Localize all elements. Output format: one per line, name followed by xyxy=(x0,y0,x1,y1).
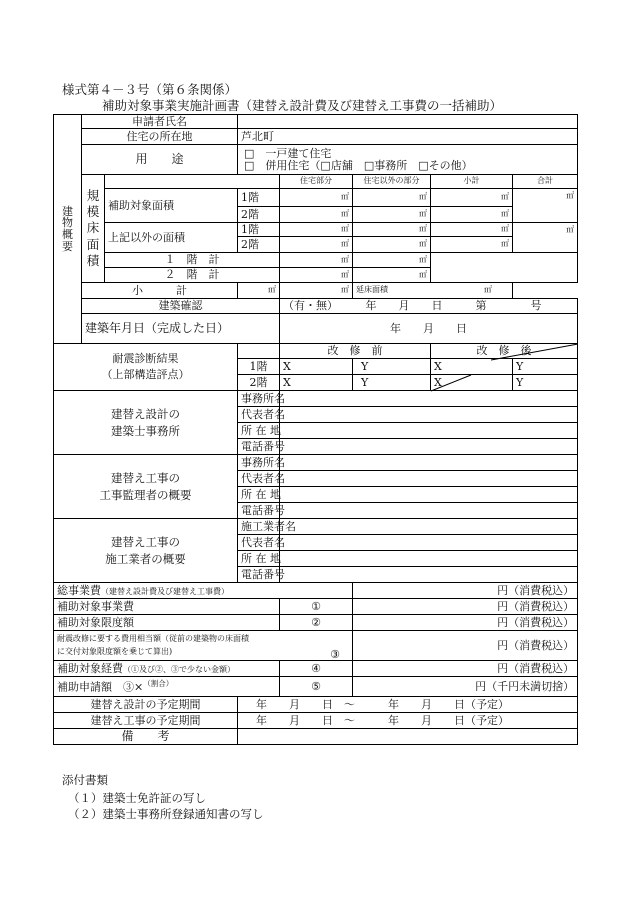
remarks-field[interactable] xyxy=(238,729,578,745)
work-period-label: 建替え工事の予定期間 xyxy=(54,713,238,729)
after-renovation-label: 改 修 後 xyxy=(431,344,578,359)
diagonal-strike-cell xyxy=(431,375,511,391)
designer-office-label: 建替え設計の 建築士事務所 xyxy=(54,391,238,455)
designer-tel-field[interactable] xyxy=(280,439,578,455)
supervisor-office-name-label: 事務所名 xyxy=(238,455,280,471)
contractor-tel-label: 電話番号 xyxy=(238,567,280,583)
diagonal-strike-after xyxy=(431,344,578,360)
other-nonres-1f[interactable]: ㎡ xyxy=(353,223,431,237)
attachment-item-2: （２）建築士事務所登録通知書の写し xyxy=(68,807,264,821)
area-res-2f[interactable]: ㎡ xyxy=(280,207,353,223)
document-title: 補助対象事業実施計画書（建替え設計費及び建替え工事費の一括補助） xyxy=(102,98,503,113)
after-y-2f[interactable]: Y xyxy=(513,375,578,391)
apply-amount-field[interactable]: 円（千円未満切捨） xyxy=(353,677,578,697)
before-y-1f[interactable]: Y xyxy=(353,359,431,375)
subtotal-res[interactable]: ㎡ xyxy=(238,283,280,299)
supervisor-office-name-field[interactable] xyxy=(280,455,578,471)
designer-rep-label: 代表者名 xyxy=(238,407,280,423)
designer-rep-field[interactable] xyxy=(280,407,578,423)
contractor-name-field[interactable] xyxy=(280,519,578,535)
col-total: 合計 xyxy=(513,175,578,189)
designer-address-field[interactable] xyxy=(280,423,578,439)
area-total-subsidy[interactable]: ㎡ xyxy=(513,189,578,223)
other-res-2f[interactable]: ㎡ xyxy=(280,237,353,253)
address-label: 住宅の所在地 xyxy=(82,129,238,145)
supervisor-label: 建替え工事の 工事監理者の概要 xyxy=(54,455,238,519)
remarks-label: 備 考 xyxy=(54,729,238,745)
floor-1-total-label: １ 階 計 xyxy=(105,253,280,268)
other-sub-2f[interactable]: ㎡ xyxy=(431,237,513,253)
before-x-2f[interactable]: X xyxy=(280,375,353,391)
supervisor-tel-label: 電話番号 xyxy=(238,503,280,519)
use-detached-house-checkbox[interactable]: □ 一戸建て住宅 xyxy=(244,146,332,160)
area-nonres-1f[interactable]: ㎡ xyxy=(353,189,431,207)
other-sub-1f[interactable]: ㎡ xyxy=(431,223,513,237)
marker-5: ⑤ xyxy=(280,677,353,697)
floor-1-label: 1階 xyxy=(238,223,280,237)
supervisor-address-field[interactable] xyxy=(280,487,578,503)
contractor-label: 建替え工事の 施工業者の概要 xyxy=(54,519,238,583)
supervisor-rep-field[interactable] xyxy=(280,471,578,487)
subsidy-area-label: 補助対象面積 xyxy=(105,189,238,223)
designer-address-label: 所 在 地 xyxy=(238,423,280,439)
work-period-field[interactable]: 年 月 日 ～ 年 月 日（予定） xyxy=(238,713,578,729)
seismic-result-label: 耐震診断結果 （上部構造評点） xyxy=(54,344,238,391)
address-field[interactable]: 芦北町 xyxy=(238,129,578,145)
area-res-1f[interactable]: ㎡ xyxy=(280,189,353,207)
other-nonres-2f[interactable]: ㎡ xyxy=(353,237,431,253)
floor-2-label: 2階 xyxy=(238,207,280,223)
contractor-name-label: 施工業者名 xyxy=(238,519,280,535)
subsidy-limit-label: 補助対象限度額 xyxy=(54,615,280,631)
after-x-2f[interactable]: X xyxy=(431,375,513,391)
subsidy-cost-label: 補助対象事業費 xyxy=(54,599,280,615)
contractor-tel-field[interactable] xyxy=(280,567,578,583)
supervisor-rep-label: 代表者名 xyxy=(238,471,280,487)
designer-office-name-label: 事務所名 xyxy=(238,391,280,407)
applicant-name-label: 申請者氏名 xyxy=(82,115,238,129)
building-confirmation-label: 建築確認 xyxy=(82,299,280,314)
seismic-cost-field[interactable]: 円（消費税込） xyxy=(353,631,578,661)
other-res-1f[interactable]: ㎡ xyxy=(280,223,353,237)
subsidy-expense-label: 補助対象経費（①及び②、③で少ない金額） xyxy=(54,661,280,677)
subsidy-limit-field[interactable]: 円（消費税込） xyxy=(353,615,578,631)
subtotal-nonres[interactable]: ㎡ xyxy=(280,283,353,299)
after-x-1f[interactable]: X xyxy=(431,359,513,375)
form-number: 様式第４－３号（第６条関係） xyxy=(62,82,238,97)
total-floor-area-field[interactable] xyxy=(353,283,513,299)
seismic-cost-label: 耐震改修に要する費用相当額（従前の建築物の床面積 に交付対象限度額を乗じて算出) ③ xyxy=(54,631,353,661)
f1-total-res[interactable]: ㎡ xyxy=(280,253,353,268)
contractor-address-label: 所 在 地 xyxy=(238,551,280,567)
total-floor-area-unit: ㎡ xyxy=(484,285,493,295)
contractor-rep-label: 代表者名 xyxy=(238,535,280,551)
subsidy-expense-field[interactable]: 円（消費税込） xyxy=(353,661,578,677)
subsidy-cost-field[interactable]: 円（消費税込） xyxy=(353,599,578,615)
seismic-floor-2-label: 2階 xyxy=(238,375,280,391)
built-date-field[interactable]: 年 月 日 xyxy=(280,314,578,344)
total-cost-label: 総事業費（建替え設計費及び建替え工事費） xyxy=(54,583,353,599)
designer-office-name-field[interactable] xyxy=(280,391,578,407)
supervisor-address-label: 所 在 地 xyxy=(238,487,280,503)
marker-2: ② xyxy=(280,615,353,631)
subtotal-label: 小 計 xyxy=(82,283,238,299)
before-renovation-label: 改 修 前 xyxy=(280,344,431,359)
building-overview-label: 建物概要 xyxy=(54,115,82,344)
apply-amount-label: 補助申請額 ③×$^{(割合)}$ xyxy=(54,677,280,697)
design-period-field[interactable]: 年 月 日 ～ 年 月 日（予定） xyxy=(238,697,578,713)
marker-4: ④ xyxy=(280,661,353,677)
f2-total-nonres[interactable]: ㎡ xyxy=(353,268,431,283)
designer-tel-label: 電話番号 xyxy=(238,439,280,455)
plan-form-table xyxy=(53,114,578,745)
before-y-2f[interactable]: Y xyxy=(353,375,431,391)
after-y-1f[interactable]: Y xyxy=(513,359,578,375)
before-x-1f[interactable]: X xyxy=(280,359,353,375)
area-sub-1f[interactable]: ㎡ xyxy=(431,189,513,207)
marker-1: ① xyxy=(280,599,353,615)
other-area-label: 上記以外の面積 xyxy=(105,223,238,253)
area-nonres-2f[interactable]: ㎡ xyxy=(353,207,431,223)
attachment-item-1: （１）建築士免許証の写し xyxy=(68,791,206,805)
seismic-floor-1-label: 1階 xyxy=(238,359,280,375)
area-sub-2f[interactable]: ㎡ xyxy=(431,207,513,223)
area-total-other[interactable]: ㎡ xyxy=(513,223,578,253)
use-label: 用 途 xyxy=(82,145,238,175)
contractor-address-field[interactable] xyxy=(280,551,578,567)
f1-total-nonres[interactable]: ㎡ xyxy=(353,253,431,268)
scale-floor-area-label: 規模床面積 xyxy=(82,175,105,283)
total-cost-field[interactable]: 円（消費税込） xyxy=(353,583,578,599)
floor-1-label: 1階 xyxy=(238,189,280,207)
use-mixed-house-checkbox[interactable]: □ 併用住宅（□店舗 □事務所 □その他） xyxy=(244,158,473,172)
supervisor-tel-field[interactable] xyxy=(280,503,578,519)
built-date-label: 建築年月日（完成した日） xyxy=(82,314,280,344)
col-subtotal: 小計 xyxy=(431,175,513,189)
attachments-title: 添付書類 xyxy=(62,773,108,787)
f2-total-res[interactable]: ㎡ xyxy=(280,268,353,283)
applicant-name-field[interactable] xyxy=(238,115,578,129)
total-floor-area-label: 延床面積 xyxy=(356,285,389,295)
building-confirmation-field[interactable]: （有・無） 年 月 日 第 号 xyxy=(280,299,578,314)
col-residential: 住宅部分 xyxy=(280,175,353,189)
design-period-label: 建替え設計の予定期間 xyxy=(54,697,238,713)
floor-2-label: 2階 xyxy=(238,237,280,253)
col-non-residential: 住宅以外の部分 xyxy=(353,175,431,189)
contractor-rep-field[interactable] xyxy=(280,535,578,551)
floor-2-total-label: ２ 階 計 xyxy=(105,268,280,283)
